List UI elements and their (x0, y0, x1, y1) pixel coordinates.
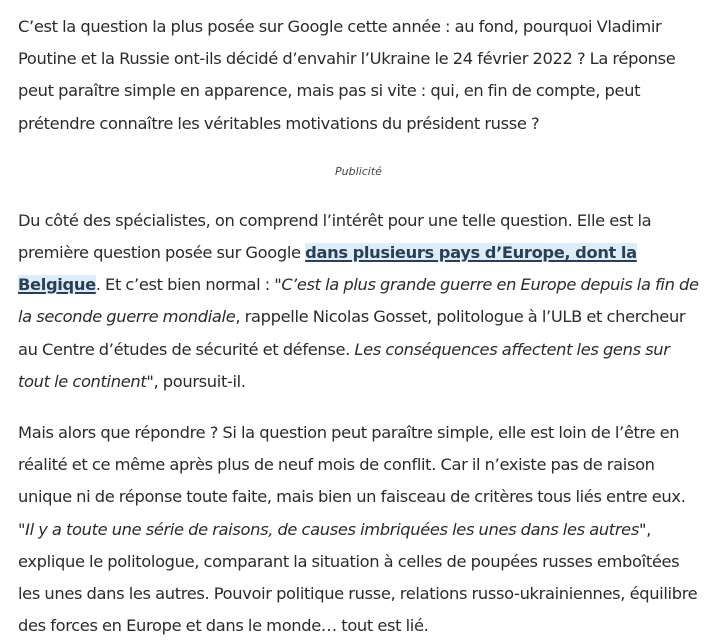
text-segment: Mais alors que répondre ? Si la question peut paraître simple, elle est loin de l’être en réalité et ce même après plus de neuf mois de conflit. Car il n’existe pas de raison unique ni de réponse toute faite, mais bien un faisceau de critères tous liés entre eux. " (18, 423, 686, 539)
europe-belgium-link[interactable]: dans plusieurs pays d’Europe, dont la Belgique (18, 243, 637, 295)
text-segment: , rappelle Nicolas Gosset, politologue à l’ULB et chercheur au Centre d’études de sécurité et défense. (18, 307, 686, 359)
text-segment: ", poursuit-il. (146, 371, 246, 391)
paragraph-answer (18, 417, 699, 642)
text-segment: ", explique le politologue, comparant la situation à celles de poupées russes emboîtées les unes dans les autres. Pouvoir politique russe, relations russo-ukrainiennes, équilibre des forces en Europe et dans le monde… tout est lié. (18, 519, 698, 636)
paragraph-intro: C’est la question la plus posée sur Google cette année : au fond, pourquoi Vladimir Poutine et la Russie ont-ils décidé d’envahir l’Ukraine le 24 février 2022 ? La réponse peut paraître simple en apparence, mais pas si vite : qui, en fin de compte, peut prétendre connaître les véritables motivations du président russe ? (18, 17, 676, 133)
paragraph-specialists (18, 205, 699, 398)
text-segment: . Et c’est bien normal : " (95, 275, 282, 295)
quote-italic: C’est la plus grande guerre en Europe depuis la fin de la seconde guerre mondiale (18, 275, 699, 327)
ad-label: Publicité (335, 164, 382, 178)
quote-italic: Il y a toute une série de raisons, de causes imbriquées les unes dans les autres (25, 519, 639, 539)
text-segment: Du côté des spécialistes, on comprend l’intérêt pour une telle question. Elle est la première question posée sur Google (18, 210, 652, 263)
quote-italic: Les conséquences affectent les gens sur tout le continent (18, 339, 670, 391)
